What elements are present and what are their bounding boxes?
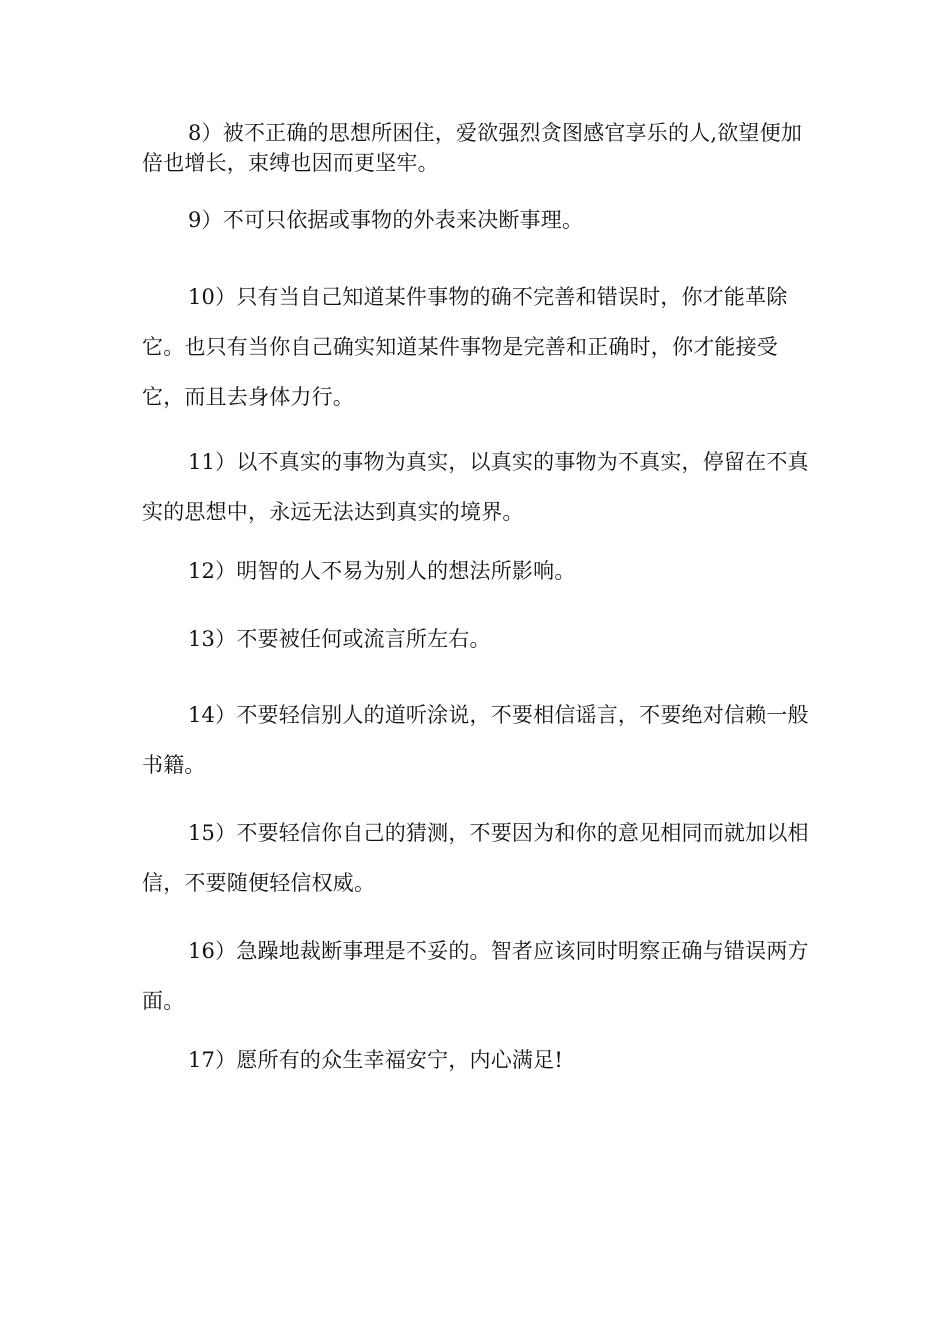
paragraph-13: 13）不要被任何或流言所左右。	[188, 627, 491, 651]
paragraph-12: 12）明智的人不易为别人的想法所影响。	[188, 559, 576, 583]
paragraph-16: 16）急躁地裁断事理是不妥的。智者应该同时明察正确与错误两方面。	[142, 939, 809, 1013]
paragraph-17: 17）愿所有的众生幸福安宁，内心满足!	[188, 1048, 563, 1072]
paragraph-15: 15）不要轻信你自己的猜测，不要因为和你的意见相同而就加以相信，不要随便轻信权威。	[142, 821, 809, 895]
paragraph-11: 11）以不真实的事物为真实，以真实的事物为不真实，停留在不真实的思想中，永远无法达到真实的境界。	[142, 450, 809, 524]
paragraph-10: 10）只有当自己知道某件事物的确不完善和错误时，你才能革除它。也只有当你自己确实知道某件事物是完善和正确时，你才能接受它，而且去身体力行。	[142, 285, 788, 409]
paragraph-9: 9）不可只依据或事物的外表来决断事理。	[188, 208, 584, 232]
paragraph-8: 8）被不正确的思想所困住，爱欲强烈贪图感官享乐的人,欲望便加倍也增长，束缚也因而更坚牢。	[142, 121, 803, 175]
paragraph-14: 14）不要轻信别人的道听涂说，不要相信谣言，不要绝对信赖一般书籍。	[142, 703, 809, 777]
